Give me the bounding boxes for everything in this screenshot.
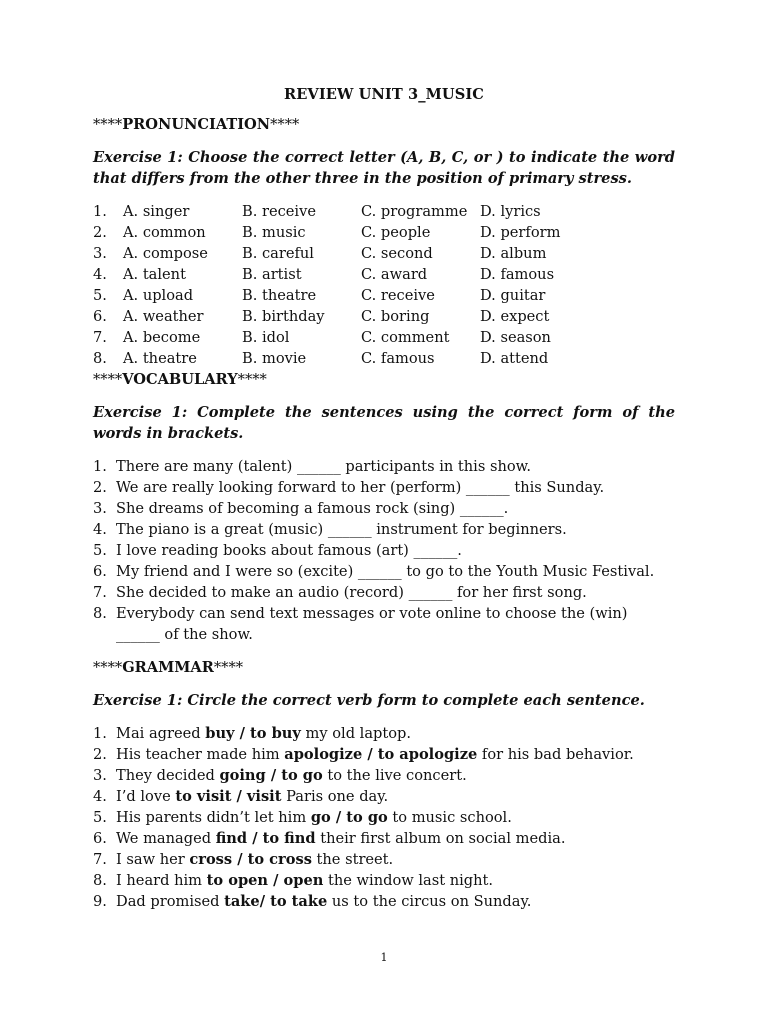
item-text-after: my old laptop.: [300, 725, 412, 742]
item-text-before: Dad promised: [116, 893, 225, 910]
item-number: 4.: [93, 788, 107, 805]
vocabulary-exercise-instruction: Exercise 1: Complete the sentences using the correct form of the words in brackets.: [93, 404, 675, 442]
item-number: 5.: [93, 809, 107, 826]
item-number: 3.: [93, 500, 107, 517]
option-c: C. second: [361, 245, 433, 262]
item-number: 8.: [93, 872, 107, 889]
item-number: 8.: [93, 605, 107, 622]
option-a: A. become: [123, 329, 201, 346]
option-b: B. artist: [242, 266, 302, 283]
list-item: [93, 723, 675, 744]
heading-marker-right: ****: [270, 116, 300, 133]
option-b: B. theatre: [242, 287, 317, 304]
option-d: D. famous: [480, 266, 555, 283]
heading-marker-left: ****: [93, 371, 123, 388]
verb-choice: apologize / to apologize: [284, 746, 478, 763]
item-text-after: the street.: [311, 851, 394, 868]
list-item: [93, 849, 675, 870]
item-text-after: us to the circus on Sunday.: [327, 893, 532, 910]
pronunciation-row: [93, 201, 560, 222]
vocabulary-heading: [93, 369, 675, 390]
verb-choice: buy / to buy: [205, 725, 301, 742]
pronunciation-options-table: [93, 201, 560, 369]
option-b: B. idol: [242, 329, 290, 346]
item-number: 1.: [93, 458, 107, 475]
item-text: She dreams of becoming a famous rock (sing) ______.: [116, 500, 509, 517]
option-c: C. programme: [361, 203, 468, 220]
pronunciation-row: [93, 243, 560, 264]
pronunciation-row: [93, 264, 560, 285]
item-text-before: His parents didn’t let him: [116, 809, 311, 826]
option-d: D. season: [480, 329, 551, 346]
item-number: 7.: [93, 584, 107, 601]
item-text-before: I’d love: [116, 788, 176, 805]
heading-marker-left: ****: [93, 659, 123, 676]
item-text-after: for his bad behavior.: [477, 746, 634, 763]
item-text: The piano is a great (music) ______ instrument for beginners.: [116, 521, 567, 538]
verb-choice: to open / open: [206, 872, 324, 889]
option-b: B. receive: [242, 203, 316, 220]
list-item: [93, 582, 675, 603]
pronunciation-row: [93, 306, 560, 327]
item-text: There are many (talent) ______ participants in this show.: [116, 458, 532, 475]
item-text-before: His teacher made him: [116, 746, 285, 763]
heading-marker-right: ****: [213, 659, 244, 676]
option-a: A. weather: [123, 308, 204, 325]
verb-choice: go / to go: [310, 809, 388, 826]
item-number: 7.: [93, 851, 107, 868]
list-item: [93, 561, 675, 582]
item-number: 1.: [93, 725, 107, 742]
list-item: [93, 807, 675, 828]
item-text-before: They decided: [116, 767, 220, 784]
question-number: 3.: [93, 245, 107, 262]
question-number: 2.: [93, 224, 107, 241]
option-b: B. careful: [242, 245, 314, 262]
option-d: D. guitar: [480, 287, 546, 304]
list-item: [93, 498, 675, 519]
item-number: 6.: [93, 830, 107, 847]
question-number: 4.: [93, 266, 107, 283]
heading-label: PRONUNCIATION: [122, 116, 271, 133]
pronunciation-heading: [93, 114, 675, 135]
pronunciation-row: [93, 222, 560, 243]
item-number: 2.: [93, 746, 107, 763]
item-number: 9.: [93, 893, 107, 910]
option-c: C. award: [361, 266, 428, 283]
item-text-after: to music school.: [387, 809, 512, 826]
item-number: 2.: [93, 479, 107, 496]
document-page: [93, 84, 675, 924]
document-title: REVIEW UNIT 3_MUSIC: [283, 86, 485, 103]
option-c: C. boring: [361, 308, 430, 325]
item-text-before: I saw her: [116, 851, 190, 868]
option-b: B. movie: [242, 350, 307, 367]
item-text-before: I heard him: [116, 872, 207, 889]
verb-choice: cross / to cross: [189, 851, 312, 868]
vocabulary-list: [93, 456, 675, 645]
item-number: 4.: [93, 521, 107, 538]
option-a: A. upload: [123, 287, 194, 304]
item-text-before: We managed: [116, 830, 216, 847]
item-text-after: their first album on social media.: [315, 830, 566, 847]
option-b: B. music: [242, 224, 306, 241]
list-item: [93, 477, 675, 498]
item-text: Everybody can send text messages or vote online to choose the (win) ______ of the show.: [116, 605, 628, 643]
list-item: [93, 870, 675, 891]
option-a: A. singer: [123, 203, 190, 220]
heading-label: GRAMMAR: [122, 659, 214, 676]
question-number: 1.: [93, 203, 107, 220]
list-item: [93, 519, 675, 540]
list-item: [93, 540, 675, 561]
option-c: C. receive: [361, 287, 435, 304]
option-d: D. expect: [480, 308, 550, 325]
page-number: 1: [380, 951, 388, 964]
option-a: A. theatre: [123, 350, 197, 367]
heading-marker-left: ****: [93, 116, 123, 133]
item-text-after: the window last night.: [323, 872, 494, 889]
item-text: My friend and I were so (excite) ______ to go to the Youth Music Festival.: [116, 563, 655, 580]
question-number: 5.: [93, 287, 107, 304]
verb-choice: find / to find: [215, 830, 316, 847]
heading-marker-right: ****: [237, 371, 267, 388]
list-item: [93, 786, 675, 807]
grammar-list: [93, 723, 675, 912]
pronunciation-row: [93, 348, 560, 369]
list-item: [93, 456, 675, 477]
item-text: She decided to make an audio (record) ______ for her first song.: [116, 584, 587, 601]
list-item: [93, 744, 675, 765]
option-a: A. compose: [123, 245, 208, 262]
option-d: D. album: [480, 245, 547, 262]
grammar-heading: [93, 657, 675, 678]
item-text-after: to the live concert.: [322, 767, 467, 784]
pronunciation-row: [93, 285, 560, 306]
option-c: C. comment: [361, 329, 450, 346]
option-a: A. common: [123, 224, 206, 241]
item-number: 3.: [93, 767, 107, 784]
item-text-before: Mai agreed: [116, 725, 206, 742]
list-item: [93, 891, 675, 912]
item-text-after: Paris one day.: [281, 788, 389, 805]
option-c: C. famous: [361, 350, 435, 367]
verb-choice: to visit / visit: [175, 788, 282, 805]
list-item: [93, 828, 675, 849]
heading-label: VOCABULARY: [122, 371, 238, 388]
option-b: B. birthday: [242, 308, 325, 325]
pronunciation-row: [93, 327, 560, 348]
option-d: D. attend: [480, 350, 549, 367]
question-number: 8.: [93, 350, 107, 367]
grammar-exercise-instruction: Exercise 1: Circle the correct verb form to complete each sentence.: [93, 692, 645, 709]
option-a: A. talent: [123, 266, 186, 283]
item-number: 5.: [93, 542, 107, 559]
list-item: [93, 765, 675, 786]
verb-choice: take/ to take: [224, 893, 328, 910]
item-text: We are really looking forward to her (perform) ______ this Sunday.: [116, 479, 605, 496]
option-d: D. perform: [480, 224, 561, 241]
item-number: 6.: [93, 563, 107, 580]
question-number: 7.: [93, 329, 107, 346]
question-number: 6.: [93, 308, 107, 325]
verb-choice: going / to go: [219, 767, 323, 784]
item-text: I love reading books about famous (art) ______.: [116, 542, 462, 559]
list-item: [93, 603, 675, 645]
option-d: D. lyrics: [480, 203, 541, 220]
option-c: C. people: [361, 224, 431, 241]
pronunciation-exercise-instruction: Exercise 1: Choose the correct letter (A, B, C, or ) to indicate the word that differs from the other three in the position of primary stress.: [93, 149, 675, 187]
